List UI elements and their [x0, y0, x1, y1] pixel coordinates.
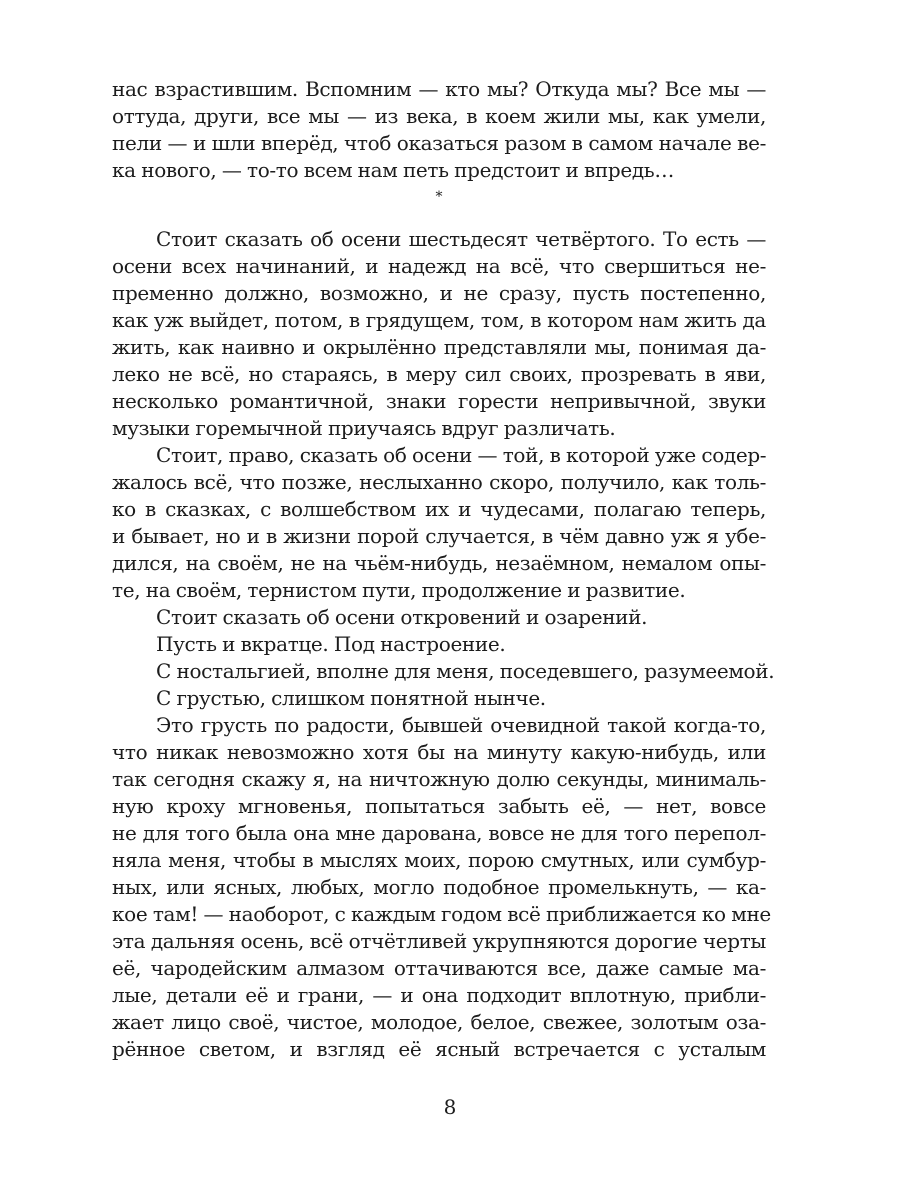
- text-line: няла меня, чтобы в мыслях моих, порою смутных, или сумбур-: [112, 848, 766, 872]
- text-line: ко в сказках, с волшебством их и чудесами, полагаю теперь,: [112, 497, 766, 521]
- text-line: рённое светом, и взгляд её ясный встречается с усталым: [112, 1037, 766, 1061]
- text-line: осени всех начинаний, и надежд на всё, что свершиться не-: [112, 254, 766, 278]
- text-line: как уж выйдет, потом, в грядущем, том, в котором нам жить да: [112, 308, 766, 332]
- text-line: так сегодня скажу я, на ничтожную долю секунды, минималь-: [112, 767, 766, 791]
- paragraph: [112, 226, 766, 442]
- text-line: Это грусть по радости, бывшей очевидной такой когда-то,: [156, 713, 766, 737]
- intro-paragraph: [112, 76, 766, 184]
- text-line: пели — и шли вперёд, чтоб оказаться разом в самом начале ве-: [112, 131, 766, 155]
- paragraph: [112, 685, 766, 712]
- text-line: леко не всё, но стараясь, в меру сил своих, прозревать в яви,: [112, 362, 766, 386]
- text-line: дился, на своём, не на чьём-нибудь, незаёмном, немалом опы-: [112, 551, 766, 575]
- section-break: [112, 184, 766, 226]
- text-line: Стоит сказать об осени шестьдесят четвёртого. То есть —: [156, 227, 766, 251]
- text-line: кое там! — наоборот, с каждым годом всё приближается ко мне: [112, 902, 771, 926]
- text-line: Стоит сказать об осени откровений и озарений.: [156, 605, 648, 629]
- asterism-separator: *: [435, 189, 443, 205]
- text-line: ка нового, — то-то всем нам петь предстоит и впредь…: [112, 158, 674, 182]
- paragraph: [112, 604, 766, 631]
- paragraph: [112, 442, 766, 604]
- paragraph: [112, 712, 771, 1063]
- text-line: не для того была она мне дарована, вовсе не для того перепол-: [112, 821, 766, 845]
- text-line: лые, детали её и грани, — и она подходит вплотную, прибли-: [112, 983, 766, 1007]
- page-number: 8: [443, 1095, 457, 1119]
- text-line: оттуда, други, все мы — из века, в коем жили мы, как умели,: [112, 104, 766, 128]
- text-line: С грустью, слишком понятной нынче.: [156, 686, 546, 710]
- text-line: жает лицо своё, чистое, молодое, белое, свежее, золотым оза-: [112, 1010, 766, 1034]
- text-line: и бывает, но и в жизни порой случается, в чём давно уж я убе-: [112, 524, 766, 548]
- text-line: ную кроху мгновенья, попытаться забыть её, — нет, вовсе: [112, 794, 766, 818]
- text-line: её, чародейским алмазом оттачиваются все, даже самые ма-: [112, 956, 766, 980]
- text-line: жить, как наивно и окрылённо представляли мы, понимая да-: [112, 335, 766, 359]
- text-line: музыки горемычной приучаясь вдруг различать.: [112, 416, 616, 440]
- text-line: нас взрастившим. Вспомним — кто мы? Откуда мы? Все мы —: [112, 77, 766, 101]
- paragraph: [112, 631, 766, 658]
- text-line: С ностальгией, вполне для меня, поседевшего, разумеемой.: [156, 659, 775, 683]
- book-page-text: [112, 76, 775, 1063]
- text-line: Стоит, право, сказать об осени — той, в которой уже содер-: [156, 443, 767, 467]
- text-line: Пусть и вкратце. Под настроение.: [156, 632, 506, 656]
- text-line: эта дальняя осень, всё отчётливей укрупняются дорогие черты: [112, 929, 766, 953]
- text-line: ных, или ясных, любых, могло подобное промелькнуть, — ка-: [112, 875, 766, 899]
- text-line: пременно должно, возможно, и не сразу, пусть постепенно,: [112, 281, 766, 305]
- text-line: что никак невозможно хотя бы на минуту какую-нибудь, или: [112, 740, 766, 764]
- text-line: те, на своём, тернистом пути, продолжение и развитие.: [112, 578, 686, 602]
- text-line: жалось всё, что позже, неслыханно скоро, получило, как толь-: [112, 470, 766, 494]
- text-line: несколько романтичной, знаки горести непривычной, звуки: [112, 389, 766, 413]
- paragraph: [112, 658, 775, 685]
